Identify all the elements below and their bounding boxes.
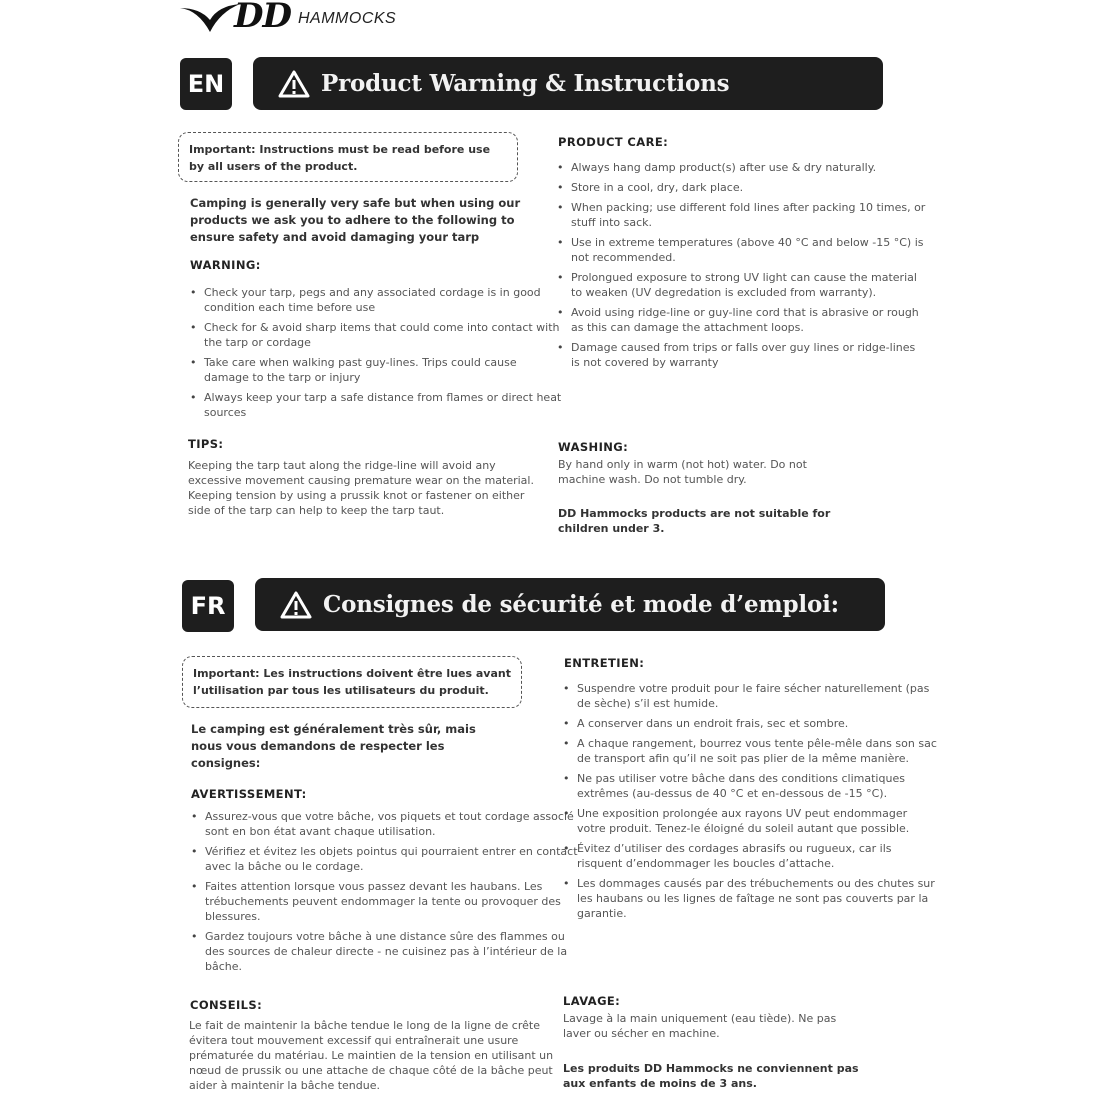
tips-heading-fr: CONSEILS: [190,998,263,1012]
list-item: • Suspendre votre produit pour le faire sécher naturellement (pas de sèche) s’il est humide. [577,681,937,711]
list-item: • Prolongued exposure to strong UV light can cause the material to weaken (UV degredation is excluded from warranty). [571,270,927,300]
important-box-en: Important: Instructions must be read before use by all users of the product. [178,132,518,182]
list-item: • Vérifiez et évitez les objets pointus qui pourraient entrer en contact avec la bâche ou le cordage. [205,844,580,874]
list-item: • Check for & avoid sharp items that could come into contact with the tarp or cordage [204,320,564,350]
lang-badge-fr: FR [182,580,234,632]
list-item: • Les dommages causés par des trébuchements ou des chutes sur les haubans ou les lignes de faîtage ne sont pas couverts par la garantie. [577,876,937,921]
logo-wordmark: HAMMOCKS [298,10,397,27]
list-item: • Gardez toujours votre bâche à une distance sûre des flammes ou des sources de chaleur directe - ne cuisinez pas à l’intérieur de la bâche. [205,929,580,974]
list-item: • When packing; use different fold lines after packing 10 times, or stuff into sack. [571,200,927,230]
children-notice-fr: Les produits DD Hammocks ne conviennent pas aux enfants de moins de 3 ans. [563,1062,859,1090]
warning-list-fr [188,809,580,979]
title-bar-en [253,57,883,110]
tips-heading-en: TIPS: [188,437,224,451]
list-item: • Avoid using ridge-line or guy-line cord that is abrasive or rough as this can damage the attachment loops. [571,305,927,335]
list-item: • Check your tarp, pegs and any associated cordage is in good condition each time before use [204,285,564,315]
care-list-fr [560,681,937,926]
list-item: • Damage caused from trips or falls over guy lines or ridge-lines is not covered by warranty [571,340,927,370]
list-item: • A conserver dans un endroit frais, sec et sombre. [577,716,937,731]
warning-heading-fr: AVERTISSEMENT: [191,787,307,801]
list-item: • Faites attention lorsque vous passez devant les haubans. Les trébuchements peuvent endommager la tente ou provoquer des blessures. [205,879,580,924]
care-heading-fr: ENTRETIEN: [564,656,645,670]
logo-dd: DD [234,0,291,36]
section-title-en: Product Warning & Instructions [321,70,730,97]
care-list-en [554,160,927,375]
lang-badge-en: EN [180,58,232,110]
children-notice-en: DD Hammocks products are not suitable for children under 3. [558,507,831,535]
list-item: • Always keep your tarp a safe distance from flames or direct heat sources [204,390,564,420]
tips-text-en: Keeping the tarp taut along the ridge-line will avoid any excessive movement causing premature wear on the material. Keeping tension by using a prussik knot or fastener on either side of the tarp can help to keep the tarp taut. [188,459,534,517]
washing-heading-fr: LAVAGE: [563,994,621,1008]
warning-list-en [187,285,564,425]
washing-text-en: By hand only in warm (not hot) water. Do not machine wash. Do not tumble dry. [558,458,807,486]
list-item: • Ne pas utiliser votre bâche dans des conditions climatiques extrêmes (au-dessus de 40 °C et en-dessous de -15 °C). [577,771,937,801]
intro-en: Camping is generally very safe but when using our products we ask you to adhere to the following to ensure safety and avoid damaging your tarp [190,196,521,244]
list-item: • Assurez-vous que votre bâche, vos piquets et tout cordage associé sont en bon état avant chaque utilisation. [205,809,580,839]
list-item: • Always hang damp product(s) after use & dry naturally. [571,160,927,175]
warning-triangle-icon [279,590,313,620]
important-box-fr: Important: Les instructions doivent être lues avant l’utilisation par tous les utilisateurs du produit. [182,656,522,708]
list-item: • A chaque rangement, bourrez vous tente pêle-mêle dans son sac de transport afin qu’il ne soit pas plier de la même manière. [577,736,937,766]
warning-triangle-icon [277,69,311,99]
list-item: • Use in extreme temperatures (above 40 °C and below -15 °C) is not recommended. [571,235,927,265]
list-item: • Évitez d’utiliser des cordages abrasifs ou rugueux, car ils risquent d’endommager les boucles d’attache. [577,841,937,871]
dd-hammocks-logo-icon [180,2,240,34]
care-heading-en: PRODUCT CARE: [558,135,669,149]
washing-text-fr: Lavage à la main uniquement (eau tiède). Ne pas laver ou sécher en machine. [563,1012,837,1040]
washing-heading-en: WASHING: [558,440,629,454]
list-item: • Store in a cool, dry, dark place. [571,180,927,195]
section-title-fr: Consignes de sécurité et mode d’emploi: [323,591,839,618]
warning-heading-en: WARNING: [190,258,261,272]
list-item: • Take care when walking past guy-lines. Trips could cause damage to the tarp or injury [204,355,564,385]
intro-fr: Le camping est généralement très sûr, mais nous vous demandons de respecter les consignes: [191,722,476,770]
title-bar-fr [255,578,885,631]
list-item: • Une exposition prolongée aux rayons UV peut endommager votre produit. Tenez-le éloigné du soleil autant que possible. [577,806,937,836]
tips-text-fr: Le fait de maintenir la bâche tendue le long de la ligne de crête évitera tout mouvement excessif qui entraînerait une usure prématurée du matériau. Le maintien de la tension en utilisant un nœud de prussik ou une attache de chaque côté de la bâche peut aider à maintenir la bâche tendue. [189,1019,554,1092]
